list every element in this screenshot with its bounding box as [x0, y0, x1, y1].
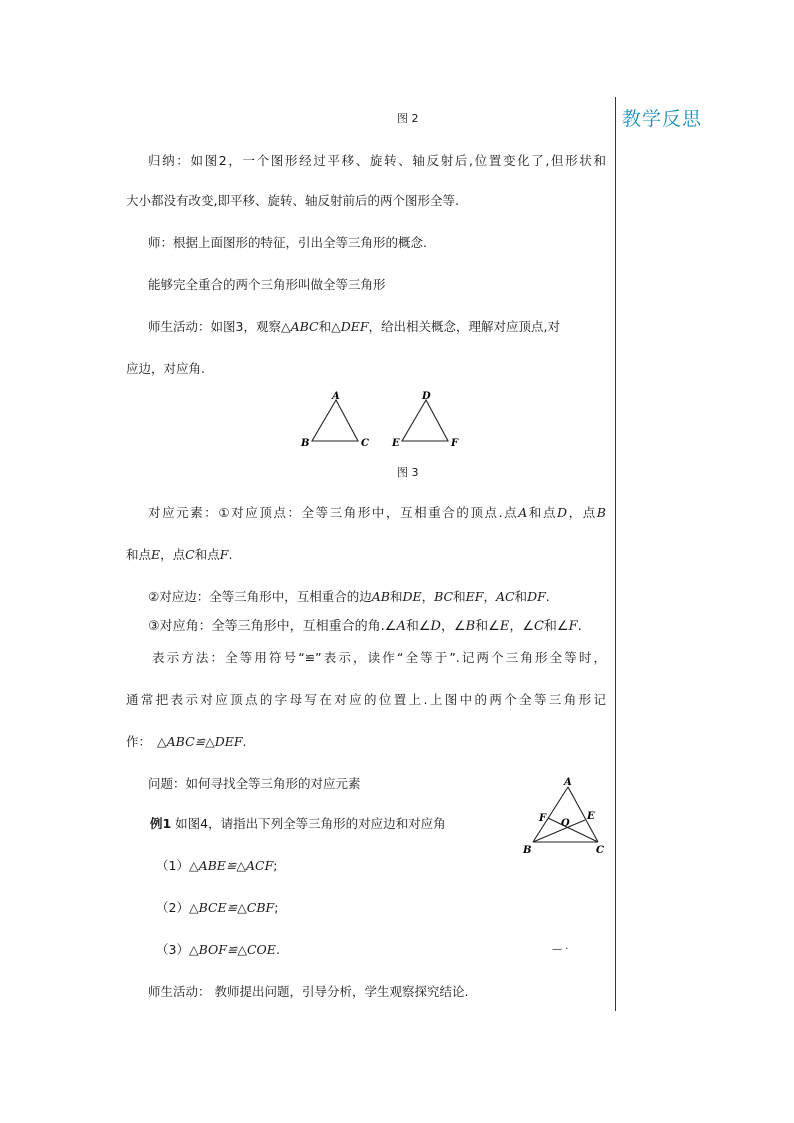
item-end: ;: [273, 858, 278, 873]
angle-c: C: [533, 619, 544, 634]
point-b: B: [596, 505, 606, 520]
example-item-2: [156, 900, 278, 916]
and: 和∠: [543, 619, 569, 634]
angle-e: E: [499, 619, 510, 634]
period: .: [228, 547, 233, 562]
example-1: [150, 816, 446, 832]
closing-activity: 师生活动： 教师提出问题，引导分析，学生观察探究结论.: [148, 984, 469, 999]
fig4-label-e: E: [587, 811, 595, 822]
notation-line-2: 通常把表示对应顶点的字母写在对应的位置上.上图中的两个全等三角形记: [126, 692, 606, 707]
item-number: （3）: [156, 942, 189, 957]
elements-and: 和点: [527, 505, 558, 520]
example-item-3: [156, 942, 280, 958]
question-text: 问题：如何寻找全等三角形的对应元素: [148, 776, 361, 791]
notation-line-1: 表示方法：全等用符号“≌”表示，读作“全等于”.记两个三角形全等时，: [152, 650, 606, 665]
angles-text: ③对应角：全等三角形中，互相重合的角.∠: [148, 619, 397, 634]
sep: ，: [483, 589, 496, 604]
point-e: E: [151, 547, 161, 562]
period: .: [577, 619, 582, 634]
reflection-heading: 教学反思: [622, 108, 703, 130]
point-a: A: [518, 505, 528, 520]
column-divider: [615, 97, 616, 1011]
item-number: （2）: [156, 900, 189, 915]
example-label: 例1: [150, 816, 172, 831]
fig4-label-f: F: [539, 813, 547, 824]
figure-3-caption: 图 3: [397, 466, 419, 479]
period: .: [242, 734, 247, 749]
item-number: （1）: [156, 858, 189, 873]
and: 和∠: [405, 619, 431, 634]
definition-text: 能够完全重合的两个三角形叫做全等三角形: [148, 277, 386, 292]
activity-text: 师生活动：如图3，观察: [148, 319, 281, 334]
side-df: DF: [527, 589, 546, 604]
label-b: B: [301, 438, 310, 449]
label-e: E: [392, 438, 400, 449]
corresponding-angles: [148, 619, 582, 635]
notation-prefix: 作：: [126, 734, 152, 749]
activity-line-2: 应边，对应角.: [126, 361, 205, 376]
side-ac: AC: [495, 589, 515, 604]
sep: ，: [421, 589, 435, 604]
fig4-label-a: A: [564, 777, 572, 788]
figure-4: [520, 774, 608, 858]
sep: ，∠: [440, 619, 466, 634]
side-bc: BC: [434, 589, 454, 604]
point-f: F: [219, 547, 229, 562]
triangle-def-shape: [402, 400, 448, 441]
and: 和: [514, 589, 528, 604]
item-end: .: [275, 942, 280, 957]
triangle-abc-shape: [312, 400, 358, 441]
item-statement: △BOF≌△COE: [188, 942, 276, 957]
example-item-1: [156, 858, 277, 874]
fig4-label-o: O: [561, 818, 570, 829]
figure-3: [296, 388, 466, 450]
and: 和∠: [475, 619, 500, 634]
induction-line-2: 大小都没有改变,即平移、旋转、轴反射前后的两个图形全等.: [126, 193, 459, 208]
sep: ，∠: [509, 619, 534, 634]
side-de: DE: [402, 589, 422, 604]
point-d: D: [557, 505, 568, 520]
activity-and: 和: [318, 319, 332, 334]
and: 和: [453, 589, 466, 604]
point-c: C: [185, 547, 195, 562]
stray-mark: — ·: [552, 944, 569, 955]
triangle-abc: △ABC: [280, 319, 319, 334]
fig4-label-c: C: [596, 845, 604, 856]
notation-line-3: [126, 734, 247, 750]
elements-and: 和点: [126, 547, 152, 562]
label-d: D: [422, 391, 431, 402]
elements-text: 对应元素：①对应顶点：全等三角形中，互相重合的顶点.点: [148, 505, 519, 520]
figure-2-caption: 图 2: [397, 112, 419, 125]
fig4-label-b: B: [523, 845, 532, 856]
sides-text: ②对应边：全等三角形中，互相重合的边: [148, 589, 372, 604]
label-f: F: [451, 438, 459, 449]
congruence-statement: △ABC≌△DEF: [157, 734, 243, 749]
elements-sep: ，点: [160, 547, 186, 562]
corresponding-sides: [148, 589, 550, 605]
item-statement: △ABE≌△ACF: [188, 858, 274, 873]
elements-sep: ，点: [567, 505, 597, 520]
induction-line-1: 归纳：如图2，一个图形经过平移、旋转、轴反射后,位置变化了,但形状和: [148, 153, 606, 168]
angle-a: A: [396, 619, 406, 634]
angle-b: B: [465, 619, 476, 634]
activity-text-end: ，给出相关概念，理解对应顶点,对: [368, 319, 561, 334]
item-end: ;: [274, 900, 279, 915]
side-ef: EF: [465, 589, 484, 604]
angle-d: D: [430, 619, 441, 634]
and: 和: [389, 589, 403, 604]
label-c: C: [361, 438, 369, 449]
elements-line-1: [148, 505, 606, 521]
angle-f: F: [568, 619, 578, 634]
side-ab: AB: [371, 589, 390, 604]
period: .: [545, 589, 550, 604]
elements-line-2: [126, 547, 232, 563]
activity-line-1: [148, 319, 560, 335]
triangle-def: △DEF: [331, 319, 369, 334]
item-statement: △BCE≌△CBF: [188, 900, 275, 915]
example-text: 如图4，请指出下列全等三角形的对应边和对应角: [171, 816, 446, 831]
label-a: A: [332, 391, 340, 402]
teacher-note: 师：根据上面图形的特征，引出全等三角形的概念.: [148, 235, 427, 250]
elements-and: 和点: [194, 547, 220, 562]
